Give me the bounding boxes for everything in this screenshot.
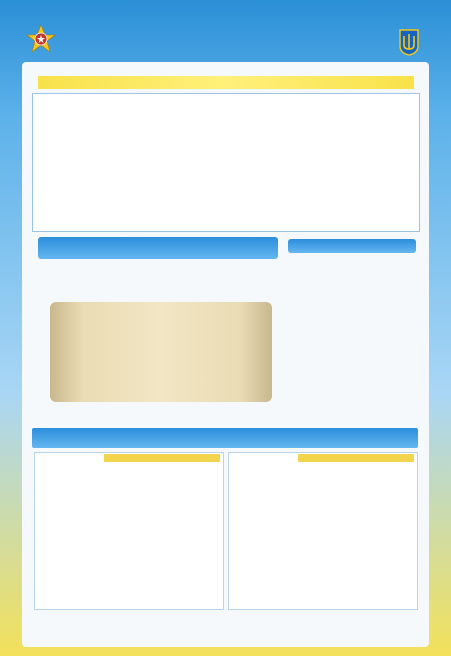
drill-figures-weapon — [32, 118, 418, 158]
ranks-army-head — [104, 454, 220, 462]
trident-icon — [398, 28, 420, 56]
armed-forces-emblem-icon — [26, 24, 56, 54]
drill-section-title — [38, 76, 414, 89]
oath-title-line1 — [38, 237, 278, 238]
emblems-grid — [290, 262, 426, 424]
emblems-title — [288, 239, 416, 253]
ranks-title — [32, 428, 418, 448]
drill-figures-no-weapon — [32, 178, 418, 218]
ranks-navy-head — [298, 454, 414, 462]
ranks-army-panel — [34, 452, 224, 610]
header — [0, 0, 451, 62]
oath-scroll — [50, 302, 272, 402]
oath-title-band — [38, 237, 278, 259]
ranks-navy-panel — [228, 452, 418, 610]
